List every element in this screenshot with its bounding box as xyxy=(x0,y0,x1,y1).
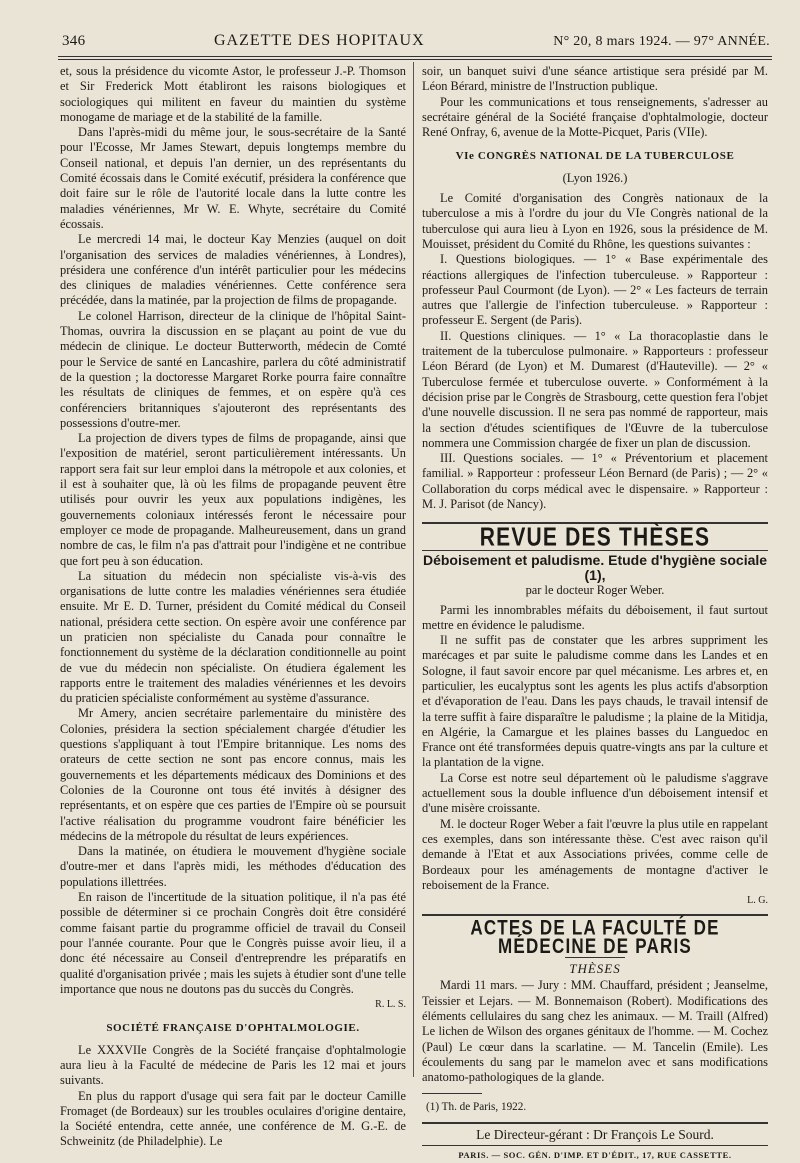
paragraph: III. Questions sociales. — 1° « Préventorium et placement familial. » Rapporteur : professeur Léon Bernard (de Paris) ; — 2° « Collaboration du corps médical avec le dispensaire. » Rapporteur : M. J. Parisot (de Nancy). xyxy=(422,451,768,512)
paragraph: I. Questions biologiques. — 1° « Base expérimentale des réactions allergiques de l'infection tuberculeuse. » Rapporteur : professeur Paul Courmont (de Lyon). — 2° « Les facteurs de terrain autres que l'allergie de l'infection tuberculeuse. » Rapporteur : professeur E. Sergent (de Paris). xyxy=(422,252,768,328)
paragraph: Il ne suffit pas de constater que les arbres suppriment les marécages et par suite le paludisme comme dans les Landes et en Sologne, il faut savoir encore par quel mécanisme. Les arbres et, en particulier, les eucalyptus sont les agents les plus actifs d'absorption et d'évaporation de l'eau. Dans les pays chauds, le travail intensif de la terre suffit à faire disparaître le paludisme ; la plaine de la Mitidja, en Algérie, la Camargue et les plaines basses du Languedoc en France ont été transformées depuis quatre-vingts ans par la culture et la plantation de la vigne. xyxy=(422,633,768,770)
paragraph: II. Questions cliniques. — 1° « La thoracoplastie dans le traitement de la tuberculose pulmonaire. » Rapporteurs : professeur Léon Bérard (de Lyon) et M. Dumarest (d'Hauteville). — 2° « Tuberculose fermée et tuberculose ouverte. » Conformément à la décision prise par le Congrès de Strasbourg, cette question fera l'objet d'une nouvelle discussion. Il ne sera pas nommé de rapporteur, mais la section d'études scientifiques de l'Œuvre de la tuberculose nommera une Commission chargée de fixer un plan de discussion. xyxy=(422,328,768,450)
paragraph: Dans la matinée, on étudiera le mouvement d'hygiène sociale d'outre-mer et dans l'après midi, les méthodes d'éducation des populations illettrées. xyxy=(60,844,406,889)
theses-label: THÈSES xyxy=(569,961,621,977)
footer-rule xyxy=(422,1122,768,1124)
footnote: (1) Th. de Paris, 1922. xyxy=(426,1101,527,1114)
section-subtitle: (Lyon 1926.) xyxy=(562,170,628,185)
paragraph: soir, un banquet suivi d'une séance artistique sera présidé par M. Léon Bérard, ministre de l'Instruction publique. xyxy=(422,64,768,94)
column-separator xyxy=(413,62,414,1077)
actes-title: ACTES DE LA FACULTÉ DE MÉDECINE DE PARIS xyxy=(470,916,720,959)
printer-line: PARIS. — SOC. GÉN. D'IMP. ET D'ÉDIT., 17, RUE CASSETTE. xyxy=(458,1150,732,1160)
section-title: VIe CONGRÈS NATIONAL DE LA TUBERCULOSE xyxy=(455,150,735,163)
page-number: 346 xyxy=(62,33,86,49)
revue-title: REVUE DES THÈSES xyxy=(479,523,711,553)
paragraph: et, sous la présidence du vicomte Astor, le professeur J.-P. Thomson et Sir Frederick Mott établiront les raisons biologiques et sociologiques qui militent en faveur du maintien du système monogame de mariage et de la stabilité de la famille. xyxy=(60,64,406,124)
header-rule-2 xyxy=(58,59,772,60)
journal-title: GAZETTE DES HOPITAUX xyxy=(213,32,425,49)
paragraph: M. le docteur Roger Weber a fait l'œuvre la plus utile en rappelant ces exemples, dans son intéressante thèse. C'est avec raison qu'il demande à l'Etat et aux Associations privées, comme celle de Bordeaux pour les aménagements de montagne d'activer le reboisement de la France. xyxy=(422,816,768,892)
right-column xyxy=(422,64,768,1163)
paragraph: En raison de l'incertitude de la situation politique, il n'a pas été possible de déterminer si ce prochain Congrès doit être considéré comme faisant partie du programme officiel de travail du Conseil pour l'année courante. Pour que le Congrès puisse avoir lieu, il a donc été nécessaire au Conseil d'entreprendre les préparatifs en qualité d'organisation privée ; mais les sujets à étudier sont d'une telle importance que nous ne doutons pas du succès du Congrès. xyxy=(60,890,406,996)
paragraph: Le mercredi 14 mai, le docteur Kay Menzies (auquel on doit l'organisation des services de maladies vénériennes, à Londres), présidera une conférence d'un intérêt particulier pour les médecins des cliniques de maladies vénériennes. Cette conférence sera précédée, dans la matinée, par la projection de films de propagande. xyxy=(60,232,406,308)
gerant-line: Le Directeur-gérant : Dr François Le Sourd. xyxy=(476,1126,714,1142)
paragraph: Mr Amery, ancien secrétaire parlementaire du ministère des Colonies, présidera la section spécialement chargée d'étudier les questions s'appliquant à tout l'Empire britannique. Les noms des orateurs de cette section ne sont pas encore connus, mais les gouvernements et les départements médicaux des Dominions et des Colonies de la Couronne ont tous été invités à désigner des représentants, et on espère que ces parties de l'Empire où se poursuit l'active réalisation du programme voudront faire bénéficier les médecins de la métropole du résultat de leurs expériences. xyxy=(60,706,406,843)
signature: L. G. xyxy=(747,895,768,907)
paragraph: La projection de divers types de films de propagande, ainsi que l'exposition de matériel, seront particulièrement intéressants. Un rapport sera fait sur leur emploi dans la métropole et aux colonies, et il est à souhaiter que, là où les films de propagande peuvent être utilisés pour ouvrir les yeux aux populations indigènes, les gouvernements coloniaux intéressés feront le nécessaire pour employer ce mode de propagande. Malheureusement, dans un grand nombre de cas, le film n'a pas d'attrait pour l'indigène et ne contribue que fort peu à son éducation. xyxy=(60,431,406,568)
page-header xyxy=(62,32,770,50)
paragraph: En plus du rapport d'usage qui sera fait par le docteur Camille Fromaget (de Bordeaux) sur les troubles oculaires d'origine dentaire, la Société entendra, cette année, une conférence de M. G.-E. de Schweinitz (de Philadelphie). Le xyxy=(60,1088,406,1149)
paragraph: La situation du médecin non spécialiste vis-à-vis des organisations de lutte contre les maladies vénériennes sera étudiée ensuite. Mr E. D. Turner, président du Comité médical du Conseil national, présidera cette section. On espère avoir une conférence par un praticien non spécialiste du Canada pour connaître le fonctionnement du système de la déclaration conditionnelle au point de vue du médecin non spécialiste. On étudiera également les rapports entre le traitement des maladies vénériennes et les devoirs du praticien spécialiste conformément au système d'assurance. xyxy=(60,568,406,706)
article-title: Déboisement et paludisme. Etude d'hygiène sociale (1), xyxy=(422,551,768,583)
footnote-rule xyxy=(422,1093,482,1094)
paragraph: La Corse est notre seul département où le paludisme s'aggrave actuellement sous la double influence d'un déboisement intensif et d'une misère croissante. xyxy=(422,770,768,816)
paragraph: Mardi 11 mars. — Jury : MM. Chauffard, président ; Jeanselme, Teissier et Lejars. — M. Bonnemaison (Robert). Modifications des éléments cellulaires du sang chez les animaux. — M. Traill (Alfred) Le lichen de Wilson des organes génitaux de l'homme. — M. Cochez (Paul) Le cœur dans la scarlatine. — M. Tancelin (Emile). Les écoulements du sang par le mamelon avec et sans modifications anatomo-pathologiques de la glande. xyxy=(422,978,768,1085)
header-rule xyxy=(58,56,772,57)
issue-info: N° 20, 8 mars 1924. — 97° ANNÉE. xyxy=(553,34,770,49)
left-column xyxy=(60,64,406,1150)
signature: R. L. S. xyxy=(375,999,406,1011)
article-author: par le docteur Roger Weber. xyxy=(525,583,665,598)
paragraph: Parmi les innombrables méfaits du déboisement, il faut surtout mettre en évidence le paludisme. xyxy=(422,602,768,632)
footer-rule-2 xyxy=(422,1145,768,1146)
section-title: SOCIÉTÉ FRANÇAISE D'OPHTALMOLOGIE. xyxy=(106,1022,360,1035)
paragraph: Le colonel Harrison, directeur de la clinique de l'hôpital Saint-Thomas, ouvrira la discussion en se plaçant au point de vue du médecin de clinique. Le docteur Butterworth, médecin de Comté pour le Service de santé en Lancashire, parlera du côté administratif de la question ; la doctoresse Margaret Rorke pourra faire connaître les résultats de cliniques de femmes, et on espère qu'à ces conférenciers britanniques s'ajouteront des représentants des possessions d'outre-mer. xyxy=(60,308,406,430)
paragraph: Dans l'après-midi du même jour, le sous-secrétaire de la Santé pour l'Ecosse, Mr James Stewart, depuis longtemps membre du Conseil national, et depuis l'an dernier, un des représentants du Comité écossais dans le Comité exécutif, présidera la conférence que doit faire sur le rôle de l'autorité locale dans la lutte contre les maladies vénériennes, Mr W. E. Whyte, secrétaire du Comité écossais. xyxy=(60,125,406,231)
paragraph: Pour les communications et tous renseignements, s'adresser au secrétaire général de la Société française d'ophtalmologie, docteur René Onfray, 6, avenue de la Motte-Picquet, Paris (VIIe). xyxy=(422,94,768,140)
paragraph: Le Comité d'organisation des Congrès nationaux de la tuberculose a mis à l'ordre du jour du VIe Congrès national de la tuberculose qui aura lieu à Lyon en 1926, sous la présidence de M. Mouisset, président du Comité du Rhône, les questions suivantes : xyxy=(422,191,768,251)
paragraph: Le XXXVIIe Congrès de la Société française d'ophtalmologie aura lieu à la Faculté de médecine de Paris les 12 mai et jours suivants. xyxy=(60,1042,406,1088)
